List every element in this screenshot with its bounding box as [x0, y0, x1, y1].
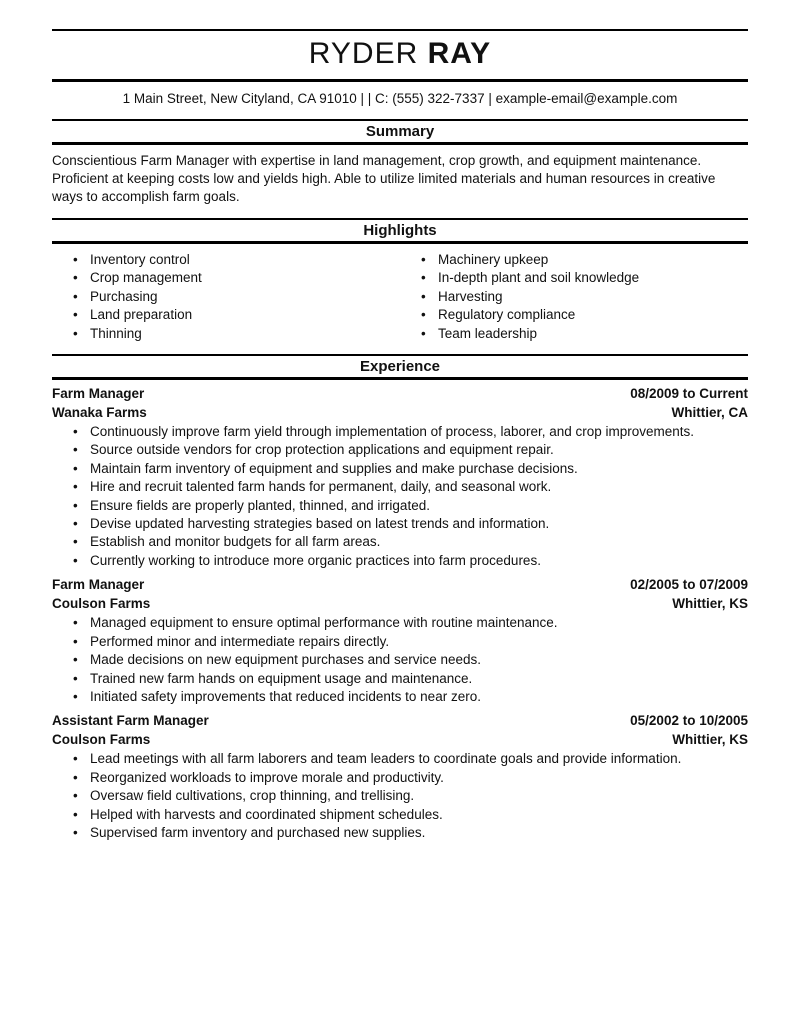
name-first: RYDER [308, 37, 419, 70]
list-item: • Regulatory compliance [400, 306, 748, 324]
job-company: Wanaka Farms [52, 404, 147, 420]
section-header-highlights: Highlights [52, 218, 748, 244]
job-location: Whittier, CA [671, 404, 748, 420]
name-last: RAY [427, 37, 492, 70]
job-title: Assistant Farm Manager [52, 713, 209, 729]
job-title: Farm Manager [52, 386, 145, 402]
list-item: • Maintain farm inventory of equipment and supplies and make purchase decisions. [52, 460, 748, 478]
list-item: • Initiated safety improvements that reduced incidents to near zero. [52, 688, 748, 706]
job-title-row [52, 385, 748, 404]
job-company-row [52, 595, 748, 614]
list-item: • Harvesting [400, 288, 748, 306]
job-title: Farm Manager [52, 577, 145, 593]
highlights-left-list [52, 251, 400, 343]
experience-body [52, 380, 748, 844]
job-dates: 02/2005 to 07/2009 [630, 577, 748, 593]
highlights-right-list [400, 251, 748, 343]
job-title-row [52, 576, 748, 595]
list-item: • Made decisions on new equipment purchases and service needs. [52, 651, 748, 669]
highlights-right-column [400, 251, 748, 343]
list-item: • Inventory control [52, 251, 400, 269]
list-item: • Machinery upkeep [400, 251, 748, 269]
list-item: • Helped with harvests and coordinated shipment schedules. [52, 806, 748, 824]
list-item: • Currently working to introduce more organic practices into farm procedures. [52, 552, 748, 570]
job-company: Coulson Farms [52, 731, 151, 747]
list-item: • Source outside vendors for crop protection applications and equipment repair. [52, 441, 748, 459]
list-item: • Purchasing [52, 288, 400, 306]
job-company-row [52, 731, 748, 750]
job-bullet-list [52, 422, 748, 572]
list-item: • Supervised farm inventory and purchased new supplies. [52, 824, 748, 842]
page-title [52, 31, 748, 79]
list-item: • Hire and recruit talented farm hands for permanent, daily, and seasonal work. [52, 478, 748, 496]
job-bullet-list [52, 749, 748, 844]
list-item: • Continuously improve farm yield through implementation of process, laborer, and crop improvements. [52, 423, 748, 441]
job-dates: 08/2009 to Current [630, 386, 748, 402]
section-header-summary: Summary [52, 119, 748, 145]
contact-line: 1 Main Street, New Cityland, CA 91010 | | C: (555) 322-7337 | example-email@example.com [122, 91, 678, 106]
job-entry [52, 576, 748, 708]
list-item: • Reorganized workloads to improve morale and productivity. [52, 769, 748, 787]
list-item: • Managed equipment to ensure optimal performance with routine maintenance. [52, 614, 748, 632]
job-company: Coulson Farms [52, 595, 151, 611]
list-item: • In-depth plant and soil knowledge [400, 269, 748, 287]
list-item: • Establish and monitor budgets for all farm areas. [52, 533, 748, 551]
list-item: • Ensure fields are properly planted, thinned, and irrigated. [52, 497, 748, 515]
list-item: • Land preparation [52, 306, 400, 324]
list-item: • Team leadership [400, 325, 748, 343]
job-location: Whittier, KS [672, 731, 748, 747]
job-bullet-list [52, 613, 748, 708]
highlights-columns [52, 244, 748, 354]
section-header-experience: Experience [52, 354, 748, 380]
job-entry [52, 712, 748, 844]
job-entry [52, 385, 748, 572]
list-item: • Devise updated harvesting strategies based on latest trends and information. [52, 515, 748, 533]
summary-text: Conscientious Farm Manager with expertise in land management, crop growth, and equipment maintenance. Proficient at keeping costs low and yields high. Able to utilize limited materials and human resources in creative ways to accomplish farm goals. [52, 153, 716, 204]
highlights-left-column [52, 251, 400, 343]
job-company-row [52, 404, 748, 423]
job-dates: 05/2002 to 10/2005 [630, 713, 748, 729]
job-location: Whittier, KS [672, 595, 748, 611]
list-item: • Thinning [52, 325, 400, 343]
list-item: • Trained new farm hands on equipment usage and maintenance. [52, 670, 748, 688]
list-item: • Performed minor and intermediate repairs directly. [52, 633, 748, 651]
job-title-row [52, 712, 748, 731]
list-item: • Crop management [52, 269, 400, 287]
list-item: • Lead meetings with all farm laborers and team leaders to coordinate goals and provide information. [52, 750, 748, 768]
list-item: • Oversaw field cultivations, crop thinning, and trellising. [52, 787, 748, 805]
